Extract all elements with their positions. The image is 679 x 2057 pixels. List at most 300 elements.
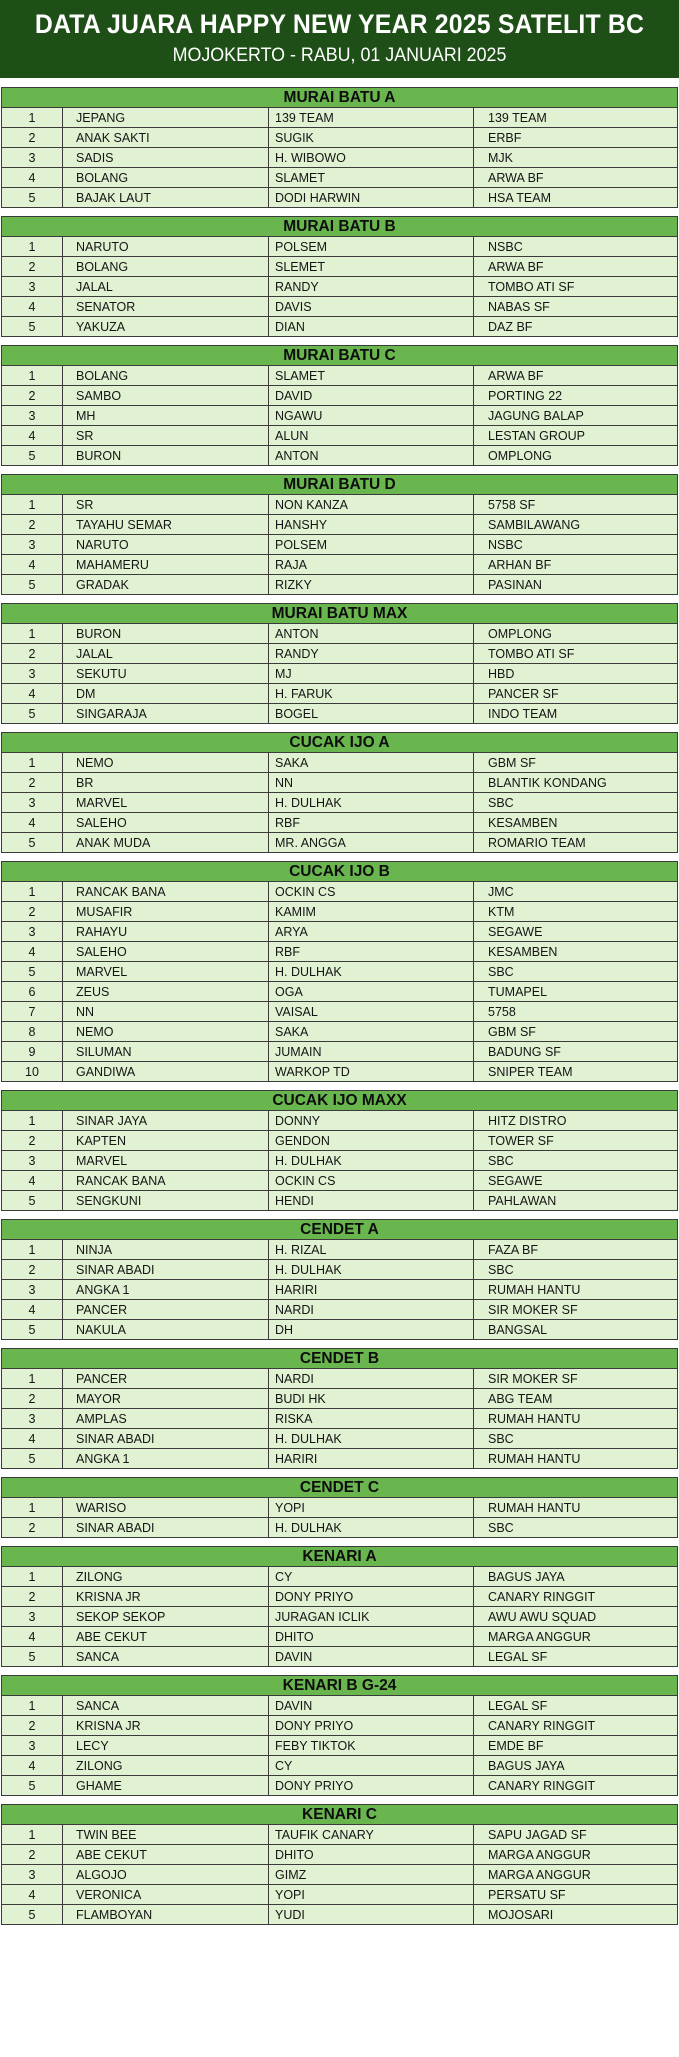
results-table: [1, 1368, 678, 1469]
owner-cell: H. DULHAK: [269, 1518, 474, 1538]
owner-cell: NN: [269, 773, 474, 793]
rank-cell: 1: [2, 108, 63, 128]
bird-name-cell: ANGKA 1: [63, 1449, 269, 1469]
owner-cell: GIMZ: [269, 1865, 474, 1885]
team-cell: BAGUS JAYA: [474, 1756, 678, 1776]
category-title: CENDET C: [1, 1477, 678, 1497]
category-block: [1, 474, 678, 595]
section-gap: [1, 208, 678, 216]
rank-cell: 3: [2, 1736, 63, 1756]
section-gap: [1, 853, 678, 861]
rank-cell: 1: [2, 495, 63, 515]
table-row: [2, 535, 678, 555]
team-cell: PANCER SF: [474, 684, 678, 704]
rank-cell: 3: [2, 148, 63, 168]
bird-name-cell: SINAR JAYA: [63, 1111, 269, 1131]
team-cell: EMDE BF: [474, 1736, 678, 1756]
team-cell: MARGA ANGGUR: [474, 1845, 678, 1865]
owner-cell: YOPI: [269, 1885, 474, 1905]
rank-cell: 2: [2, 1845, 63, 1865]
rank-cell: 3: [2, 406, 63, 426]
results-table: [1, 752, 678, 853]
owner-cell: DONNY: [269, 1111, 474, 1131]
results-table: [1, 1695, 678, 1796]
team-cell: OMPLONG: [474, 624, 678, 644]
section-gap: [1, 79, 678, 87]
bird-name-cell: SILUMAN: [63, 1042, 269, 1062]
rank-cell: 8: [2, 1022, 63, 1042]
team-cell: KTM: [474, 902, 678, 922]
team-cell: KESAMBEN: [474, 813, 678, 833]
team-cell: HBD: [474, 664, 678, 684]
table-row: [2, 1002, 678, 1022]
bird-name-cell: SINGARAJA: [63, 704, 269, 724]
rank-cell: 4: [2, 1885, 63, 1905]
bird-name-cell: LECY: [63, 1736, 269, 1756]
owner-cell: BUDI HK: [269, 1389, 474, 1409]
team-cell: SBC: [474, 1518, 678, 1538]
rank-cell: 4: [2, 1756, 63, 1776]
results-table: [1, 365, 678, 466]
bird-name-cell: MAYOR: [63, 1389, 269, 1409]
table-row: [2, 922, 678, 942]
table-row: [2, 1191, 678, 1211]
rank-cell: 3: [2, 535, 63, 555]
rank-cell: 5: [2, 317, 63, 337]
table-row: [2, 1151, 678, 1171]
bird-name-cell: PANCER: [63, 1300, 269, 1320]
results-table: [1, 107, 678, 208]
category-block: [1, 216, 678, 337]
bird-name-cell: ABE CEKUT: [63, 1845, 269, 1865]
team-cell: BLANTIK KONDANG: [474, 773, 678, 793]
team-cell: RUMAH HANTU: [474, 1409, 678, 1429]
table-row: [2, 1022, 678, 1042]
owner-cell: HANSHY: [269, 515, 474, 535]
team-cell: NSBC: [474, 535, 678, 555]
table-row: [2, 1776, 678, 1796]
table-row: [2, 1845, 678, 1865]
table-row: [2, 426, 678, 446]
bird-name-cell: SR: [63, 495, 269, 515]
owner-cell: DAVID: [269, 386, 474, 406]
table-row: [2, 148, 678, 168]
bird-name-cell: SENGKUNI: [63, 1191, 269, 1211]
team-cell: JAGUNG BALAP: [474, 406, 678, 426]
team-cell: GBM SF: [474, 1022, 678, 1042]
table-row: [2, 1885, 678, 1905]
table-row: [2, 1300, 678, 1320]
rank-cell: 2: [2, 257, 63, 277]
category-title: KENARI B G-24: [1, 1675, 678, 1695]
category-title: CUCAK IJO A: [1, 732, 678, 752]
rank-cell: 2: [2, 128, 63, 148]
results-table: [1, 881, 678, 1082]
bird-name-cell: MARVEL: [63, 1151, 269, 1171]
table-row: [2, 1429, 678, 1449]
owner-cell: DONY PRIYO: [269, 1776, 474, 1796]
bird-name-cell: ZILONG: [63, 1756, 269, 1776]
owner-cell: FEBY TIKTOK: [269, 1736, 474, 1756]
team-cell: CANARY RINGGIT: [474, 1716, 678, 1736]
team-cell: PORTING 22: [474, 386, 678, 406]
rank-cell: 1: [2, 1111, 63, 1131]
bird-name-cell: SR: [63, 426, 269, 446]
owner-cell: SLAMET: [269, 168, 474, 188]
table-row: [2, 257, 678, 277]
results-table: [1, 1566, 678, 1667]
bird-name-cell: MUSAFIR: [63, 902, 269, 922]
results-tables: [0, 79, 679, 1925]
rank-cell: 2: [2, 1716, 63, 1736]
table-row: [2, 704, 678, 724]
bird-name-cell: SEKOP SEKOP: [63, 1607, 269, 1627]
rank-cell: 3: [2, 1409, 63, 1429]
owner-cell: SLEMET: [269, 257, 474, 277]
rank-cell: 5: [2, 188, 63, 208]
owner-cell: NON KANZA: [269, 495, 474, 515]
table-row: [2, 1449, 678, 1469]
table-row: [2, 446, 678, 466]
category-title: CENDET B: [1, 1348, 678, 1368]
rank-cell: 5: [2, 1905, 63, 1925]
team-cell: 5758: [474, 1002, 678, 1022]
team-cell: BANGSAL: [474, 1320, 678, 1340]
table-row: [2, 882, 678, 902]
team-cell: JMC: [474, 882, 678, 902]
page-header: [0, 0, 679, 79]
category-block: [1, 732, 678, 853]
table-row: [2, 1587, 678, 1607]
rank-cell: 1: [2, 753, 63, 773]
bird-name-cell: NINJA: [63, 1240, 269, 1260]
table-row: [2, 982, 678, 1002]
table-row: [2, 1716, 678, 1736]
table-row: [2, 1409, 678, 1429]
bird-name-cell: GHAME: [63, 1776, 269, 1796]
bird-name-cell: ZEUS: [63, 982, 269, 1002]
table-row: [2, 1825, 678, 1845]
table-row: [2, 406, 678, 426]
bird-name-cell: SINAR ABADI: [63, 1518, 269, 1538]
team-cell: CANARY RINGGIT: [474, 1776, 678, 1796]
team-cell: ROMARIO TEAM: [474, 833, 678, 853]
table-row: [2, 1260, 678, 1280]
owner-cell: KAMIM: [269, 902, 474, 922]
category-title: MURAI BATU B: [1, 216, 678, 236]
rank-cell: 5: [2, 1191, 63, 1211]
rank-cell: 1: [2, 366, 63, 386]
bird-name-cell: YAKUZA: [63, 317, 269, 337]
table-row: [2, 1627, 678, 1647]
team-cell: HSA TEAM: [474, 188, 678, 208]
owner-cell: H. WIBOWO: [269, 148, 474, 168]
table-row: [2, 1865, 678, 1885]
category-title: MURAI BATU C: [1, 345, 678, 365]
bird-name-cell: VERONICA: [63, 1885, 269, 1905]
table-row: [2, 1567, 678, 1587]
team-cell: AWU AWU SQUAD: [474, 1607, 678, 1627]
rank-cell: 9: [2, 1042, 63, 1062]
bird-name-cell: JALAL: [63, 644, 269, 664]
team-cell: KESAMBEN: [474, 942, 678, 962]
rank-cell: 3: [2, 1151, 63, 1171]
owner-cell: NARDI: [269, 1300, 474, 1320]
owner-cell: JUMAIN: [269, 1042, 474, 1062]
owner-cell: DAVIS: [269, 297, 474, 317]
rank-cell: 1: [2, 237, 63, 257]
team-cell: RUMAH HANTU: [474, 1280, 678, 1300]
table-row: [2, 366, 678, 386]
rank-cell: 10: [2, 1062, 63, 1082]
bird-name-cell: PANCER: [63, 1369, 269, 1389]
category-block: [1, 1348, 678, 1469]
section-gap: [1, 466, 678, 474]
category-title: MURAI BATU A: [1, 87, 678, 107]
bird-name-cell: SINAR ABADI: [63, 1260, 269, 1280]
rank-cell: 2: [2, 386, 63, 406]
rank-cell: 6: [2, 982, 63, 1002]
bird-name-cell: WARISO: [63, 1498, 269, 1518]
team-cell: RUMAH HANTU: [474, 1449, 678, 1469]
team-cell: MOJOSARI: [474, 1905, 678, 1925]
owner-cell: OCKIN CS: [269, 882, 474, 902]
bird-name-cell: MH: [63, 406, 269, 426]
bird-name-cell: ABE CEKUT: [63, 1627, 269, 1647]
bird-name-cell: SADIS: [63, 148, 269, 168]
bird-name-cell: GRADAK: [63, 575, 269, 595]
page-title: DATA JUARA HAPPY NEW YEAR 2025 SATELIT BC: [34, 9, 645, 39]
table-row: [2, 317, 678, 337]
team-cell: SBC: [474, 793, 678, 813]
owner-cell: NARDI: [269, 1369, 474, 1389]
bird-name-cell: NEMO: [63, 1022, 269, 1042]
team-cell: PERSATU SF: [474, 1885, 678, 1905]
owner-cell: BOGEL: [269, 704, 474, 724]
table-row: [2, 684, 678, 704]
rank-cell: 5: [2, 1320, 63, 1340]
rank-cell: 4: [2, 297, 63, 317]
bird-name-cell: JALAL: [63, 277, 269, 297]
bird-name-cell: KRISNA JR: [63, 1587, 269, 1607]
team-cell: SBC: [474, 1260, 678, 1280]
table-row: [2, 664, 678, 684]
team-cell: SAPU JAGAD SF: [474, 1825, 678, 1845]
owner-cell: RBF: [269, 942, 474, 962]
team-cell: LEGAL SF: [474, 1696, 678, 1716]
owner-cell: H. DULHAK: [269, 962, 474, 982]
section-gap: [1, 337, 678, 345]
owner-cell: MR. ANGGA: [269, 833, 474, 853]
team-cell: TOWER SF: [474, 1131, 678, 1151]
table-row: [2, 962, 678, 982]
bird-name-cell: SANCA: [63, 1696, 269, 1716]
team-cell: ARWA BF: [474, 366, 678, 386]
bird-name-cell: RANCAK BANA: [63, 882, 269, 902]
team-cell: SNIPER TEAM: [474, 1062, 678, 1082]
owner-cell: WARKOP TD: [269, 1062, 474, 1082]
rank-cell: 4: [2, 168, 63, 188]
table-row: [2, 575, 678, 595]
category-title: CUCAK IJO MAXX: [1, 1090, 678, 1110]
bird-name-cell: BURON: [63, 446, 269, 466]
team-cell: ARWA BF: [474, 257, 678, 277]
team-cell: HITZ DISTRO: [474, 1111, 678, 1131]
rank-cell: 2: [2, 1518, 63, 1538]
table-row: [2, 495, 678, 515]
owner-cell: RANDY: [269, 644, 474, 664]
team-cell: DAZ BF: [474, 317, 678, 337]
rank-cell: 5: [2, 1647, 63, 1667]
category-title: MURAI BATU MAX: [1, 603, 678, 623]
bird-name-cell: BR: [63, 773, 269, 793]
rank-cell: 4: [2, 1627, 63, 1647]
results-table: [1, 1824, 678, 1925]
team-cell: SEGAWE: [474, 922, 678, 942]
team-cell: NSBC: [474, 237, 678, 257]
section-gap: [1, 1667, 678, 1675]
bird-name-cell: RAHAYU: [63, 922, 269, 942]
table-row: [2, 1131, 678, 1151]
owner-cell: YUDI: [269, 1905, 474, 1925]
table-row: [2, 813, 678, 833]
bird-name-cell: KAPTEN: [63, 1131, 269, 1151]
rank-cell: 2: [2, 644, 63, 664]
table-row: [2, 1042, 678, 1062]
rank-cell: 2: [2, 773, 63, 793]
team-cell: INDO TEAM: [474, 704, 678, 724]
table-row: [2, 624, 678, 644]
rank-cell: 2: [2, 902, 63, 922]
owner-cell: H. DULHAK: [269, 1429, 474, 1449]
table-row: [2, 793, 678, 813]
category-title: MURAI BATU D: [1, 474, 678, 494]
section-gap: [1, 1796, 678, 1804]
bird-name-cell: TWIN BEE: [63, 1825, 269, 1845]
owner-cell: H. RIZAL: [269, 1240, 474, 1260]
team-cell: MJK: [474, 148, 678, 168]
table-row: [2, 1607, 678, 1627]
rank-cell: 2: [2, 1131, 63, 1151]
table-row: [2, 942, 678, 962]
team-cell: TUMAPEL: [474, 982, 678, 1002]
owner-cell: DODI HARWIN: [269, 188, 474, 208]
category-title: CUCAK IJO B: [1, 861, 678, 881]
category-block: [1, 1804, 678, 1925]
bird-name-cell: NN: [63, 1002, 269, 1022]
team-cell: SEGAWE: [474, 1171, 678, 1191]
table-row: [2, 902, 678, 922]
owner-cell: CY: [269, 1567, 474, 1587]
owner-cell: RANDY: [269, 277, 474, 297]
owner-cell: DONY PRIYO: [269, 1587, 474, 1607]
bird-name-cell: SAMBO: [63, 386, 269, 406]
rank-cell: 2: [2, 1260, 63, 1280]
owner-cell: GENDON: [269, 1131, 474, 1151]
bird-name-cell: NARUTO: [63, 535, 269, 555]
section-gap: [1, 595, 678, 603]
owner-cell: ANTON: [269, 624, 474, 644]
team-cell: RUMAH HANTU: [474, 1498, 678, 1518]
table-row: [2, 108, 678, 128]
section-gap: [1, 1538, 678, 1546]
rank-cell: 3: [2, 793, 63, 813]
table-row: [2, 1498, 678, 1518]
bird-name-cell: FLAMBOYAN: [63, 1905, 269, 1925]
team-cell: ABG TEAM: [474, 1389, 678, 1409]
results-table: [1, 1110, 678, 1211]
owner-cell: H. DULHAK: [269, 1151, 474, 1171]
bird-name-cell: SEKUTU: [63, 664, 269, 684]
category-block: [1, 1219, 678, 1340]
table-row: [2, 237, 678, 257]
rank-cell: 3: [2, 1280, 63, 1300]
rank-cell: 1: [2, 1696, 63, 1716]
bird-name-cell: ZILONG: [63, 1567, 269, 1587]
owner-cell: DH: [269, 1320, 474, 1340]
owner-cell: 139 TEAM: [269, 108, 474, 128]
rank-cell: 1: [2, 882, 63, 902]
team-cell: SBC: [474, 962, 678, 982]
team-cell: LEGAL SF: [474, 1647, 678, 1667]
bird-name-cell: BURON: [63, 624, 269, 644]
table-row: [2, 1240, 678, 1260]
bird-name-cell: AMPLAS: [63, 1409, 269, 1429]
table-row: [2, 515, 678, 535]
owner-cell: NGAWU: [269, 406, 474, 426]
rank-cell: 5: [2, 446, 63, 466]
rank-cell: 4: [2, 813, 63, 833]
table-row: [2, 277, 678, 297]
rank-cell: 4: [2, 1300, 63, 1320]
section-gap: [1, 1469, 678, 1477]
team-cell: ARWA BF: [474, 168, 678, 188]
category-title: KENARI C: [1, 1804, 678, 1824]
team-cell: PASINAN: [474, 575, 678, 595]
section-gap: [1, 1082, 678, 1090]
bird-name-cell: SANCA: [63, 1647, 269, 1667]
owner-cell: OGA: [269, 982, 474, 1002]
team-cell: NABAS SF: [474, 297, 678, 317]
owner-cell: DAVIN: [269, 1647, 474, 1667]
bird-name-cell: ANAK SAKTI: [63, 128, 269, 148]
category-title: CENDET A: [1, 1219, 678, 1239]
team-cell: SBC: [474, 1151, 678, 1171]
owner-cell: ALUN: [269, 426, 474, 446]
table-row: [2, 833, 678, 853]
rank-cell: 5: [2, 1776, 63, 1796]
rank-cell: 3: [2, 277, 63, 297]
owner-cell: DONY PRIYO: [269, 1716, 474, 1736]
rank-cell: 5: [2, 1449, 63, 1469]
category-block: [1, 1546, 678, 1667]
owner-cell: ARYA: [269, 922, 474, 942]
section-gap: [1, 724, 678, 732]
rank-cell: 7: [2, 1002, 63, 1022]
rank-cell: 4: [2, 1429, 63, 1449]
section-gap: [1, 1211, 678, 1219]
owner-cell: DHITO: [269, 1627, 474, 1647]
bird-name-cell: MARVEL: [63, 793, 269, 813]
bird-name-cell: GANDIWA: [63, 1062, 269, 1082]
table-row: [2, 1062, 678, 1082]
bird-name-cell: ANAK MUDA: [63, 833, 269, 853]
owner-cell: ANTON: [269, 446, 474, 466]
table-row: [2, 644, 678, 664]
owner-cell: H. FARUK: [269, 684, 474, 704]
rank-cell: 4: [2, 942, 63, 962]
category-title: KENARI A: [1, 1546, 678, 1566]
